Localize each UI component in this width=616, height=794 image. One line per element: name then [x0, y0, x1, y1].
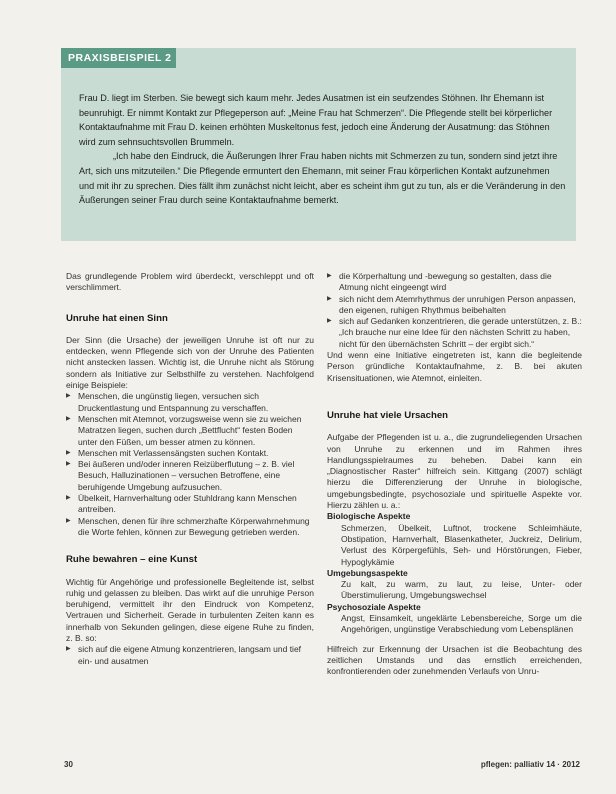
- psychosocial-aspects-text: Angst, Einsamkeit, ungeklärte Lebensbereiche, Sorge um die Angehörigen, ungünstige Verabschiedung vom Lebensplänen: [341, 613, 582, 635]
- examples-list: [66, 391, 314, 538]
- calm-tips-list: [66, 644, 314, 667]
- list-item: ▶ sich nicht dem Atemrhythmus der unruhigen Person anpassen, den eigenen, ruhigen Rhythmus beibehalten: [327, 294, 582, 317]
- left-column: [66, 271, 314, 667]
- paragraph-ursachen: Aufgabe der Pflegenden ist u. a., die zugrundeliegenden Ursachen von Unruhe zu erkennen und im Rahmen ihres Handlungsspielraumes zu beheben. Dabei kann ein „Diagnostischer Raster“ hilfreich sein. Kittgang (2007) schlägt hierzu die Differenzierung der Unruhe in biologische, umgebungsbedingte, psychosoziale und spirituelle Aspekte vor. Hierzu zählen u. a.:: [327, 432, 582, 511]
- page-number: 30: [64, 760, 73, 769]
- list-item: ▶ Bei äußeren und/oder inneren Reizüberflutung – z. B. viel Besuch, Halluzinationen – versuchen Betroffene, eine beruhigende Umgebung aufzusuchen.: [66, 459, 314, 493]
- right-column: [327, 271, 582, 678]
- list-item: ▶ sich auf Gedanken konzentrieren, die gerade unterstützen, z. B.: „Ich brauche nur eine Idee für den nächsten Schritt zu haben, nicht für den übernächsten Schritt – der ergibt sich.“: [327, 316, 582, 350]
- heading-unruhe-ursachen: Unruhe hat viele Ursachen: [327, 409, 449, 421]
- list-item: ▶ Menschen mit Verlassensängsten suchen Kontakt.: [66, 448, 314, 459]
- magazine-footer: pflegen: palliativ 14 · 2012: [480, 760, 580, 769]
- case-example-label: PRAXISBEISPIEL 2: [61, 48, 176, 68]
- paragraph-ruhe: Wichtig für Angehörige und professionelle Begleitende ist, selbst ruhig und gelassen zu bleiben. Das wirkt auf die unruhige Person beruhigend, vermittelt ihr den Eindruck von Kompetenz, Vertrauen und Sicherheit. Gerade in turbulenten Zeiten kann es innerhalb von Sekunden gelingen, diese eigene Ruhe zu finden, z. B. so:: [66, 576, 314, 644]
- biological-aspects-text: Schmerzen, Übelkeit, Luftnot, trockene Schleimhäute, Obstipation, Harnverhalt, Blasenkatheter, Juckreiz, Delirium, Verlust des Körpergefühls, Seh- und Hörstörungen, Fieber, Hypoglykämie: [341, 522, 582, 567]
- paragraph-initiative: Und wenn eine Initiative eingetreten ist, kann die begleitende Person gründliche Kontaktaufnahme, z. B. bei akuten Krisensituationen, wie Atemnot, einleiten.: [327, 350, 582, 383]
- list-item: ▶ Menschen mit Atemnot, vorzugsweise wenn sie zu weichen Matratzen liegen, suchen durch „Bettflucht“ festen Boden unter den Füßen, um besser atmen zu können.: [66, 414, 314, 448]
- case-paragraph-2: „Ich habe den Eindruck, die Äußerungen Ihrer Frau haben nichts mit Schmerzen zu tun, sondern sind jetzt ihre Art, sich uns mitzuteilen.“ Die Pflegende ermuntert den Ehemann, mit seiner Frau körperlichen Kontakt aufzunehmen und mit ihr zu sprechen. Dies fällt ihm zunächst nicht leicht, aber es scheint ihm gut zu tun, als er die Veränderung in den Äußerungen seiner Frau durch seine Kontaktaufnahme bemerkt.: [79, 151, 566, 206]
- list-item: ▶ Menschen, denen für ihre schmerzhafte Körperwahrnehmung die Worte fehlen, können zur Bewegung getrieben werden.: [66, 516, 314, 539]
- list-item: ▶ Menschen, die ungünstig liegen, versuchen sich Druckentlastung und Entspannung zu verschaffen.: [66, 391, 314, 414]
- list-item: ▶ sich auf die eigene Atmung konzentrieren, langsam und tief ein- und ausatmen: [66, 644, 314, 667]
- paragraph-beobachtung: Hilfreich zur Erkennung der Ursachen ist die Beobachtung des zeitlichen Umstands und das ernstlich erreichenden, konfrontierenden oder zunehmenden Verlaufs von Unru-: [327, 643, 582, 677]
- environment-aspects-text: Zu kalt, zu warm, zu laut, zu leise, Unter- oder Überstimulierung, Umgebungswechsel: [341, 579, 582, 601]
- intro-paragraph: Das grundlegende Problem wird überdeckt, verschleppt und oft verschlimmert.: [66, 271, 314, 293]
- subheading-biologisch: Biologische Aspekte: [327, 511, 411, 522]
- paragraph-sinn: Der Sinn (die Ursache) der jeweiligen Unruhe ist oft nur zu entdecken, wenn Pflegende sich von der Unruhe des Patienten nicht anstecken lassen. Wichtig ist, die Unruhe nicht als Störung sondern als Initiative zur Selbsthilfe zu verstehen. Nachfolgend einige Beispiele:: [66, 334, 314, 391]
- subheading-umgebung: Umgebungsaspekte: [327, 567, 408, 578]
- heading-unruhe-sinn: Unruhe hat einen Sinn: [66, 312, 168, 324]
- case-example-box: [61, 48, 576, 241]
- heading-ruhe-bewahren: Ruhe bewahren – eine Kunst: [66, 554, 198, 566]
- case-paragraph-1: Frau D. liegt im Sterben. Sie bewegt sich kaum mehr. Jedes Ausatmen ist ein seufzendes Stöhnen. Ihr Ehemann ist beunruhigt. Er nimmt Kontakt zur Pflegeperson auf: „Meine Frau hat Schmerzen“. Die Pflegende stellt bei körperlicher Kontaktaufnahme mit Frau D. keinen erhöhten Muskeltonus fest, jedoch eine Änderung der Ausatmung: das Stöhnen wird zum sehnsuchtsvollen Brummeln.: [79, 93, 553, 147]
- case-example-text: [79, 91, 567, 208]
- subheading-psychosozial: Psychosoziale Aspekte: [327, 601, 421, 612]
- calm-tips-list-continued: [327, 271, 582, 350]
- list-item: ▶ die Körperhaltung und -bewegung so gestalten, dass die Atmung nicht eingeengt wird: [327, 271, 582, 294]
- list-item: ▶ Übelkeit, Harnverhaltung oder Stuhldrang kann Menschen antreiben.: [66, 493, 314, 516]
